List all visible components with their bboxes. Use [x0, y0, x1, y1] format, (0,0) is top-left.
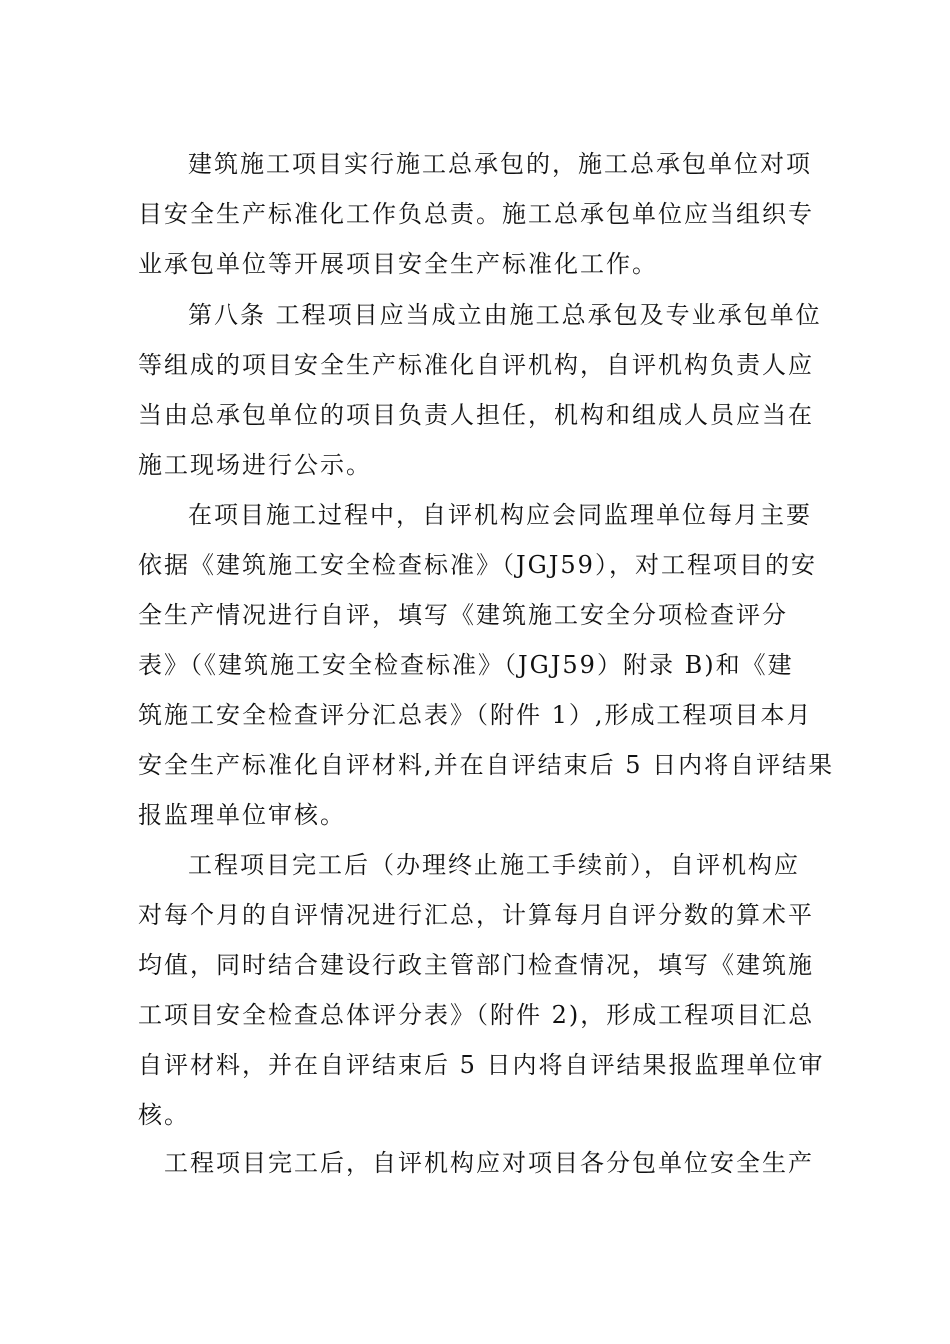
paragraph-line: 建筑施工项目实行施工总承包的，施工总承包单位对项 [188, 150, 812, 178]
paragraph-line: 在项目施工过程中，自评机构应会同监理单位每月主要 [188, 501, 812, 529]
paragraph-line: 对每个月的自评情况进行汇总，计算每月自评分数的算术平 [138, 901, 814, 929]
paragraph-line: 当由总承包单位的项目负责人担任，机构和组成人员应当在 [138, 401, 814, 429]
article-heading-line: 第八条 工程项目应当成立由施工总承包及专业承包单位 [188, 301, 822, 329]
paragraph-line: 全生产情况进行自评，填写《建筑施工安全分项检查评分 [138, 601, 788, 629]
paragraph-line: 工项目安全检查总体评分表》（附件 2)，形成工程项目汇总 [138, 1001, 815, 1029]
paragraph-line: 工程项目完工后（办理终止施工手续前），自评机构应 [188, 851, 800, 879]
paragraph-line: 表》（《建筑施工安全检查标准》（JGJ59）附录 B)和《建 [138, 651, 794, 679]
paragraph-line: 报监理单位审核。 [138, 801, 346, 829]
paragraph-line: 筑施工安全检查评分汇总表》（附件 1）,形成工程项目本月 [138, 701, 813, 729]
paragraph-line: 依据《建筑施工安全检查标准》（JGJ59），对工程项目的安 [138, 551, 817, 579]
paragraph-line: 核。 [138, 1101, 190, 1129]
paragraph-line: 等组成的项目安全生产标准化自评机构，自评机构负责人应 [138, 351, 814, 379]
paragraph-line: 均值，同时结合建设行政主管部门检查情况，填写《建筑施 [138, 951, 814, 979]
paragraph-line: 安全生产标准化自评材料,并在自评结束后 5 日内将自评结果 [138, 751, 835, 779]
paragraph-line: 工程项目完工后，自评机构应对项目各分包单位安全生产 [164, 1149, 814, 1177]
paragraph-line: 业承包单位等开展项目安全生产标准化工作。 [138, 250, 658, 278]
paragraph-line: 目安全生产标准化工作负总责。施工总承包单位应当组织专 [138, 200, 814, 228]
paragraph-line: 施工现场进行公示。 [138, 451, 372, 479]
paragraph-line: 自评材料，并在自评结束后 5 日内将自评结果报监理单位审 [138, 1051, 825, 1079]
